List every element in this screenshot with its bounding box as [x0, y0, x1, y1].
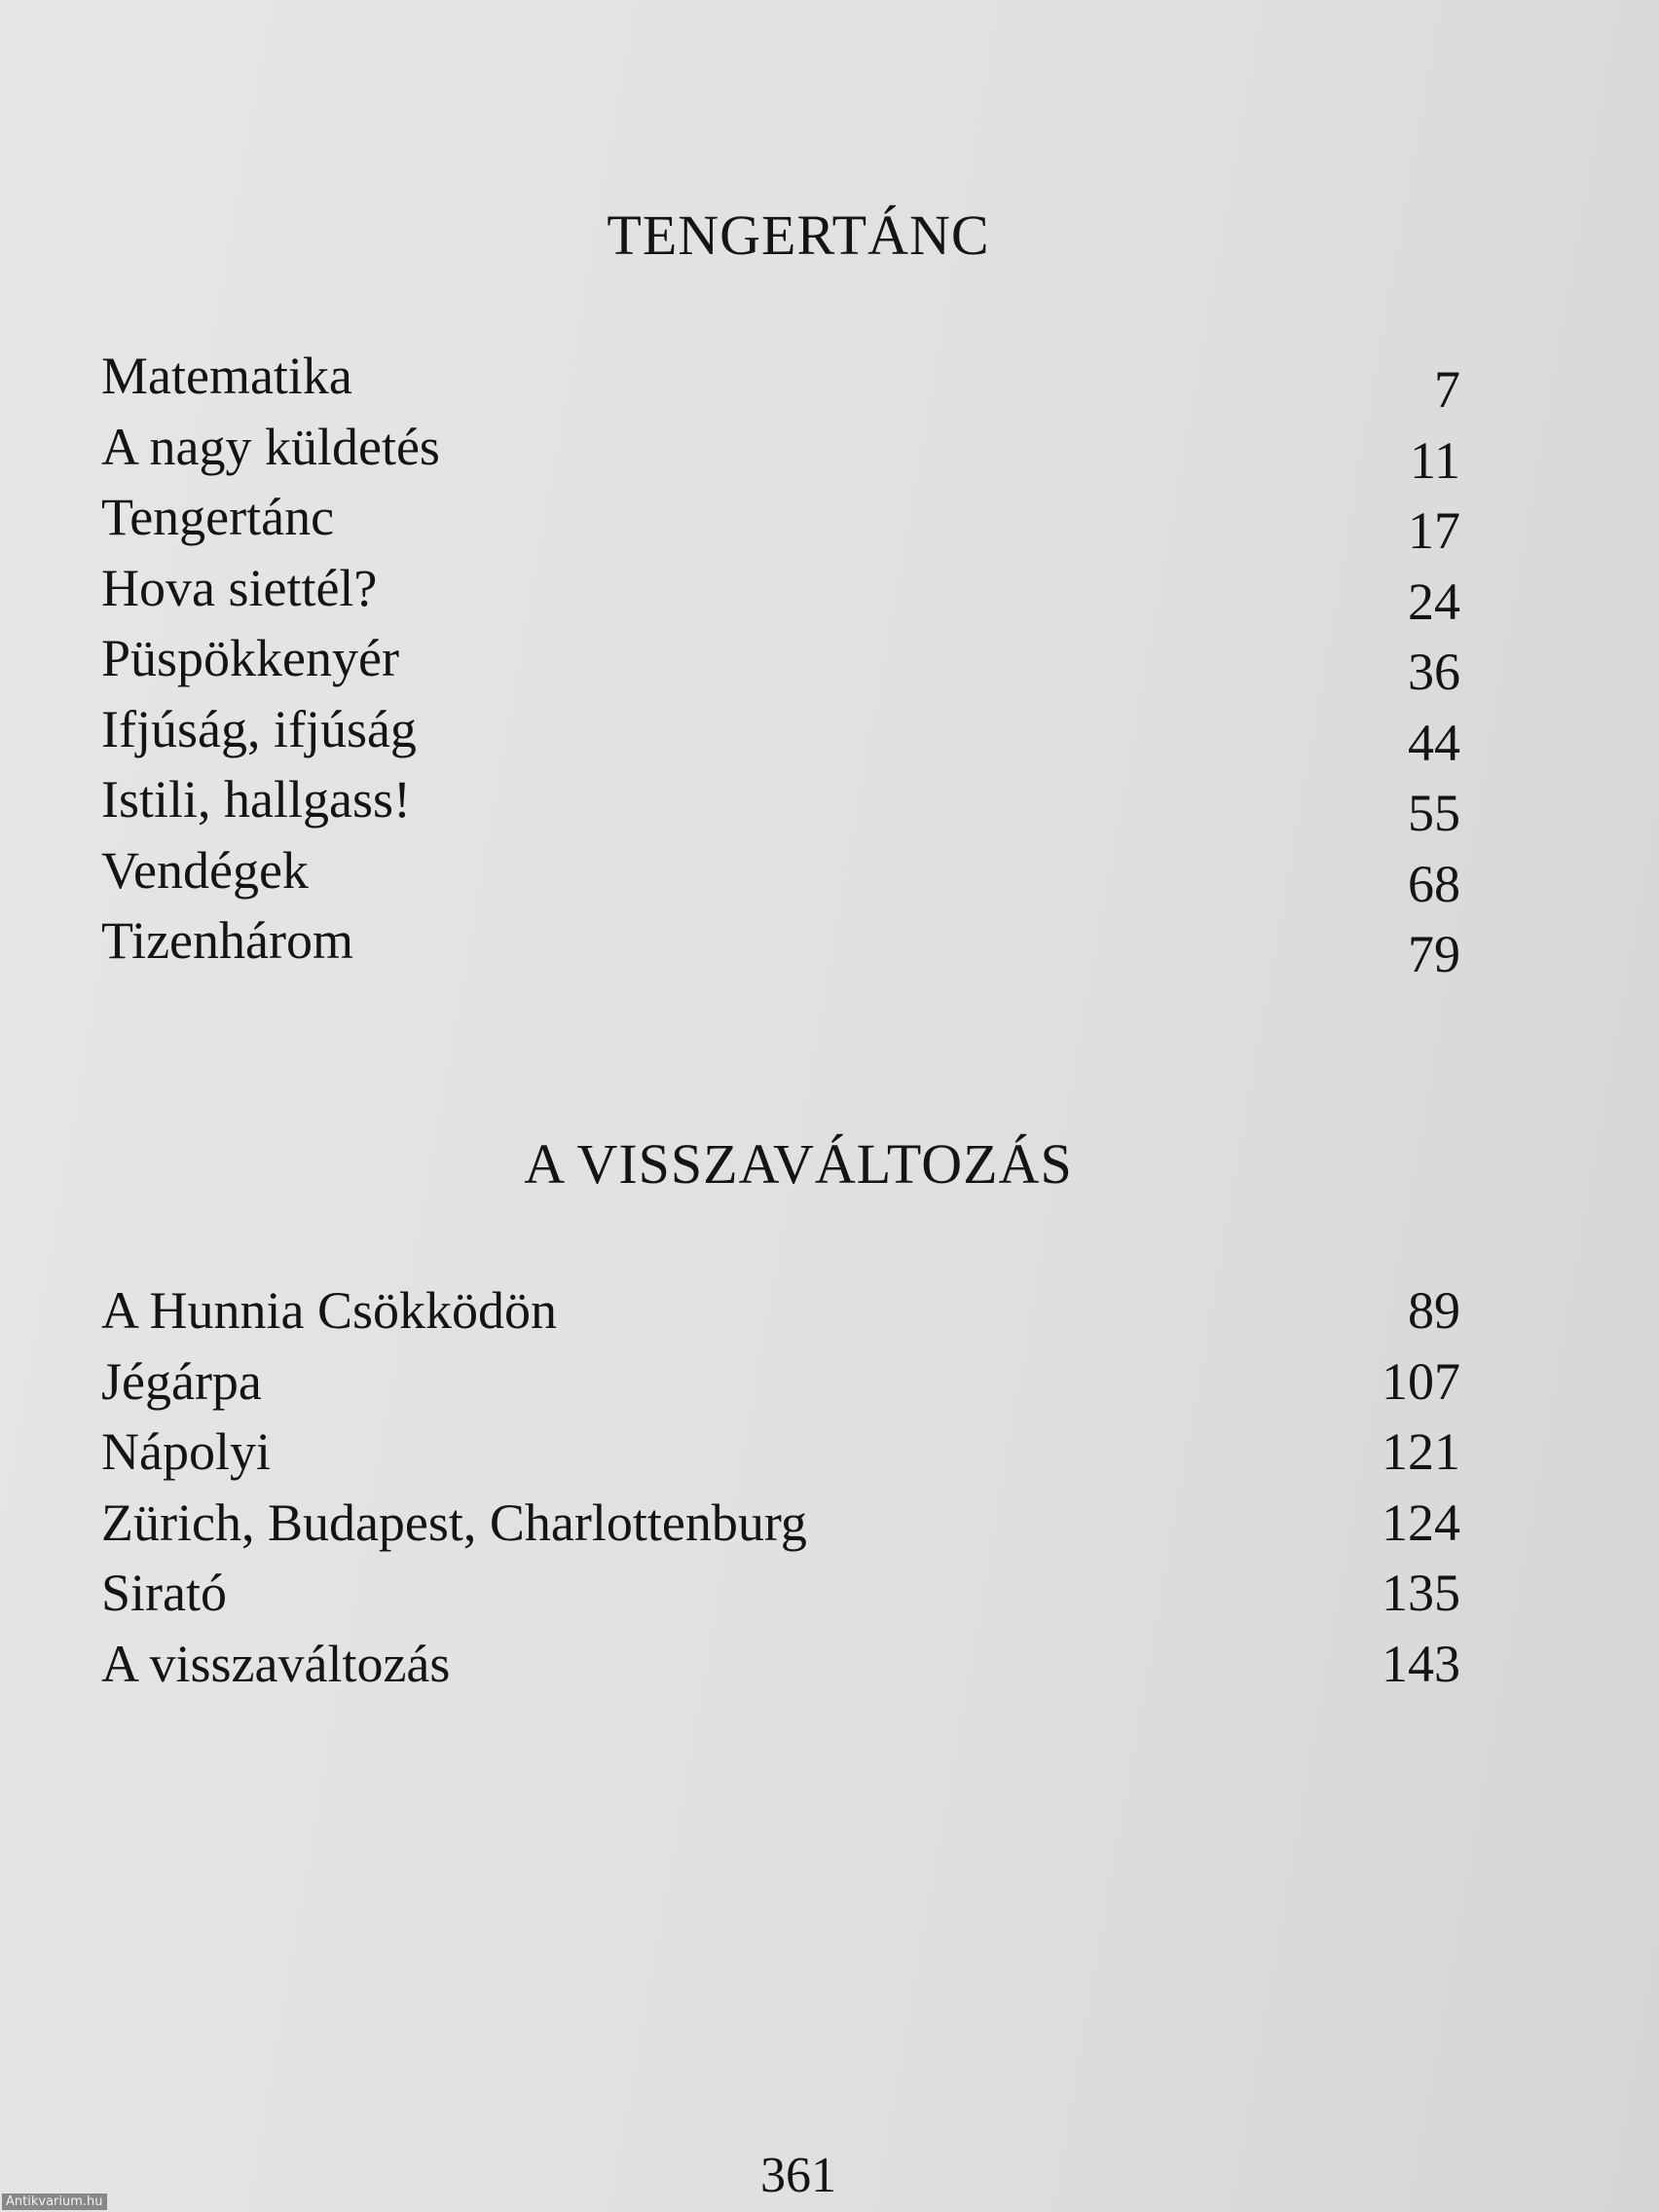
- toc-entry-title: Tizenhárom: [101, 911, 353, 970]
- section-title-a-visszavaltozas: A VISSZAVÁLTOZÁS: [524, 1132, 1073, 1196]
- toc-entry: [101, 1417, 1460, 1488]
- toc-entry-title: A Hunnia Csökködön: [101, 1281, 558, 1340]
- toc-entry: [101, 623, 1460, 701]
- toc-entry-title: Matematika: [101, 347, 352, 405]
- toc-entry: [101, 341, 1460, 419]
- toc-entry-title: Nápolyi: [101, 1422, 271, 1481]
- toc-entry-page: 11: [1410, 430, 1460, 490]
- toc-entry-page: 68: [1408, 854, 1460, 913]
- toc-entry: [101, 1346, 1460, 1418]
- toc-entry: [101, 835, 1460, 913]
- toc-entry: [101, 1275, 1460, 1346]
- toc-entry-title: A visszaváltozás: [101, 1634, 451, 1693]
- toc-entry-title: Vendégek: [101, 840, 309, 900]
- toc-entry-title: Sirató: [101, 1564, 227, 1622]
- toc-entry-page: 24: [1408, 571, 1460, 631]
- toc-entry-title: Püspökkenyér: [101, 629, 399, 687]
- toc-entry-page: 55: [1408, 784, 1460, 842]
- toc-entry-title: Zürich, Budapest, Charlottenburg: [101, 1493, 807, 1552]
- toc-entry: [101, 694, 1460, 772]
- toc-entry-page: 17: [1408, 501, 1460, 560]
- toc-entry: [101, 482, 1460, 560]
- toc-entry-title: Jégárpa: [101, 1351, 262, 1411]
- toc-entry-page: 44: [1408, 713, 1460, 772]
- page-number: 361: [760, 2148, 836, 2203]
- toc-list-tengertanc: [101, 341, 1460, 983]
- toc-entry: [101, 764, 1460, 842]
- toc-entry-title: A nagy küldetés: [101, 417, 440, 476]
- toc-entry-page: 143: [1382, 1634, 1460, 1693]
- toc-entry-page: 7: [1434, 360, 1460, 419]
- toc-entry: [101, 1629, 1460, 1700]
- toc-entry: [101, 1488, 1460, 1559]
- toc-entry-title: Tengertánc: [101, 488, 335, 546]
- site-watermark: Antikvarium.hu: [2, 2194, 107, 2210]
- toc-entry-page: 135: [1382, 1564, 1460, 1622]
- toc-entry-page: 36: [1408, 643, 1460, 701]
- toc-entry: [101, 905, 1460, 983]
- toc-entry-title: Hova siettél?: [101, 558, 378, 617]
- toc-entry: [101, 1558, 1460, 1629]
- toc-entry-page: 121: [1382, 1422, 1460, 1481]
- toc-entry: [101, 412, 1460, 490]
- toc-entry-page: 107: [1382, 1351, 1460, 1411]
- toc-entry-page: 89: [1408, 1281, 1460, 1340]
- toc-list-a-visszavaltozas: [101, 1275, 1460, 1699]
- toc-entry-page: 79: [1408, 925, 1460, 983]
- toc-entry-page: 124: [1382, 1493, 1460, 1552]
- section-title-tengertanc: TENGERTÁNC: [607, 203, 990, 267]
- toc-entry-title: Ifjúság, ifjúság: [101, 699, 417, 758]
- toc-entry: [101, 553, 1460, 631]
- toc-entry-title: Istili, hallgass!: [101, 770, 411, 829]
